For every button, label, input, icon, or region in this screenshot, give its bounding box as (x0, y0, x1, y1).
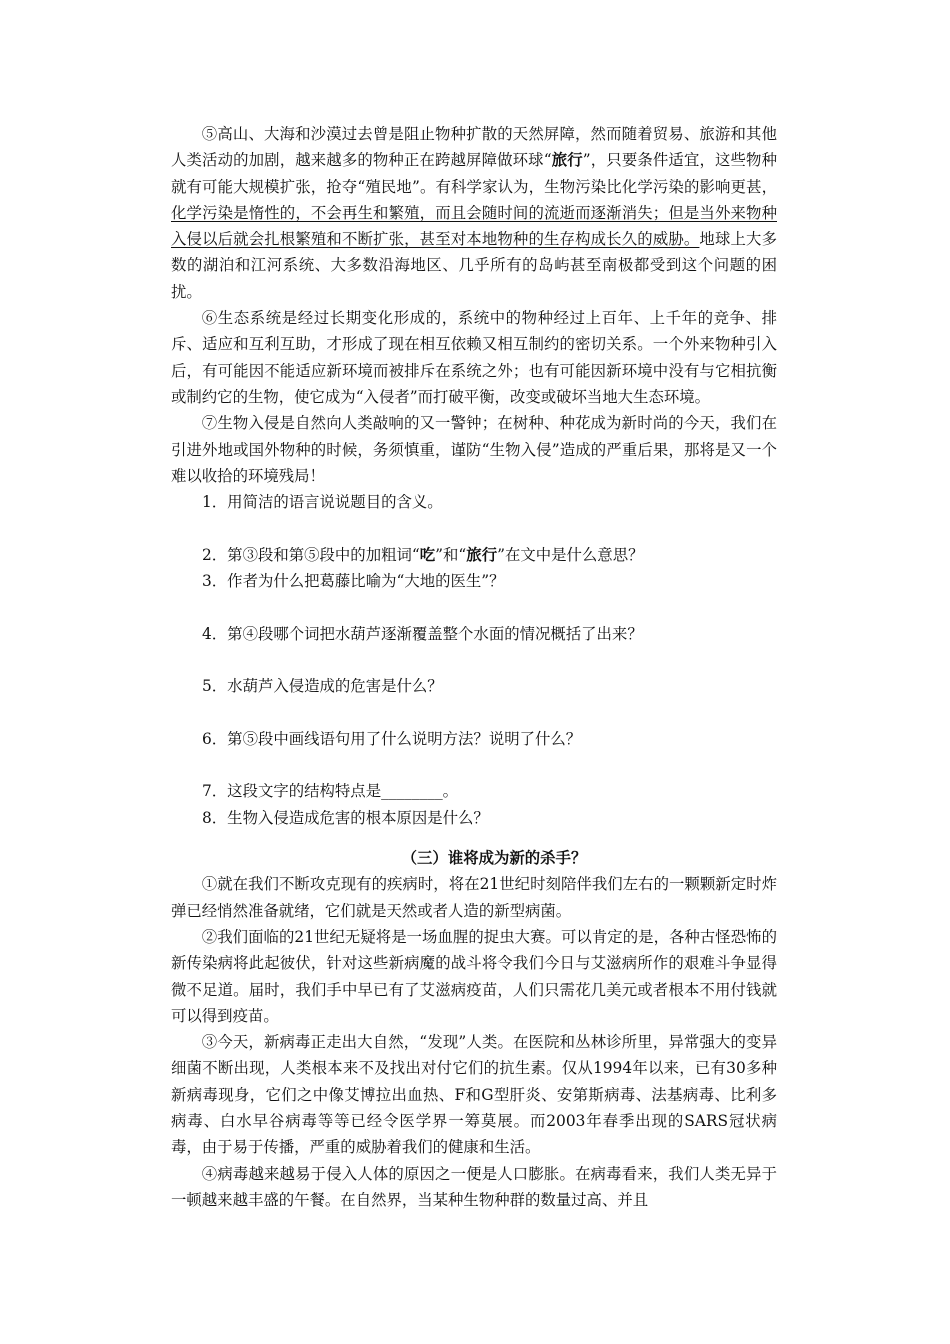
question-3: 3．作者为什么把葛藤比喻为“大地的医生”？ (202, 572, 505, 591)
paragraph-5: ⑤高山、大海和沙漠过去曾是阻止物种扩散的天然屏障，然而随着贸易、旅游和其他人类活动的加剧，越来越多的物种正在跨越屏障做环球“旅行”，只要条件适宜，这些物种就有可能大规模扩张，抢夺“殖民地”。有科学家认为，生物污染比化学污染的影响更甚，化学污染是惰性的，不会再生和繁殖，而且会随时间的流逝而逐渐消失；但是当外来物种入侵以后就会扎根繁殖和不断扩张，甚至对本地物种的生存构成长久的威胁。地球上大多数的湖泊和江河系统、大多数沿海地区、几乎所有的岛屿甚至南极都受到这个问题的困扰。 (171, 125, 777, 301)
question-7: 7．这段文字的结构特点是________。 (202, 782, 459, 801)
bold-word-lvxing: 旅行 (551, 151, 583, 170)
document-page (171, 121, 777, 1213)
paragraph-6: ⑥生态系统是经过长期变化形成的，系统中的物种经过上百年、上千年的竞争、排斥、适应和互利互助，才形成了现在相互依赖又相互制约的密切关系。一个外来物种引入后，有可能因不能适应新环境而被排斥在系统之外；也有可能因新环境中没有与它相抗衡或制约它的生物，使它成为“入侵者”而打破平衡，改变或破坏当地大生态环境。 (171, 309, 777, 406)
section-title: （三）谁将成为新的杀手？ (401, 849, 587, 868)
question-4: 4．第④段哪个词把水葫芦逐渐覆盖整个水面的情况概括了出来？ (202, 624, 643, 643)
paragraph-7: ⑦生物入侵是自然向人类敲响的又一警钟；在树种、种花成为新时尚的今天，我们在引进外地或国外物种的时候，务须慎重，谨防“生物入侵”造成的严重后果，那将是又一个难以收拾的环境残局！ (171, 414, 777, 485)
paragraph-3-1: ①就在我们不断攻克现有的疾病时，将在21世纪时刻陪伴我们左右的一颗颗新定时炸弹已经悄然准备就绪，它们就是天然或者人造的新型病菌。 (171, 875, 777, 920)
paragraph-3-2: ②我们面临的21世纪无疑将是一场血腥的捉虫大赛。可以肯定的是，各种古怪恐怖的新传染病将此起彼伏，针对这些新病魔的战斗将令我们今日与艾滋病所作的艰难斗争显得微不足道。届时，我们手中早已有了艾滋病疫苗，人们只需花几美元或者根本不用付钱就可以得到疫苗。 (171, 927, 777, 1025)
question-6: 6．第⑤段中画线语句用了什么说明方法？说明了什么？ (202, 729, 582, 748)
paragraph-3-3: ③今天，新病毒正走出大自然，“发现”人类。在医院和丛林诊所里，异常强大的变异细菌不断出现，人类根本来不及找出对付它们的抗生素。仅从1994年以来，已有30多种新病毒现身，它们之中像艾博拉出血热、F和G型肝炎、安第斯病毒、法基病毒、比利多病毒、白水早谷病毒等等已经令医学界一筹莫展。而2003年春季出现的SARS冠状病毒，由于易于传播，严重的威胁着我们的健康和生活。 (171, 1033, 777, 1157)
question-8: 8．生物入侵造成危害的根本原因是什么？ (202, 808, 489, 827)
question-5: 5．水葫芦入侵造成的危害是什么？ (202, 677, 443, 696)
question-1: 1．用简洁的语言说说题目的含义。 (202, 493, 443, 512)
underlined-sentence: 化学污染是惰性的，不会再生和繁殖，而且会随时间的流逝而逐渐消失；但是当外来物种入侵以后就会扎根繁殖和不断扩张，甚至对本地物种的生存构成长久的威胁。 (171, 203, 777, 249)
question-2: 2．第③段和第⑤段中的加粗词“吃”和“旅行”在文中是什么意思？ (202, 545, 644, 564)
paragraph-3-4: ④病毒越来越易于侵入人体的原因之一便是人口膨胀。在病毒看来，我们人类无异于一顿越来越丰盛的午餐。在自然界，当某种生物种群的数量过高、并且 (171, 1164, 777, 1209)
